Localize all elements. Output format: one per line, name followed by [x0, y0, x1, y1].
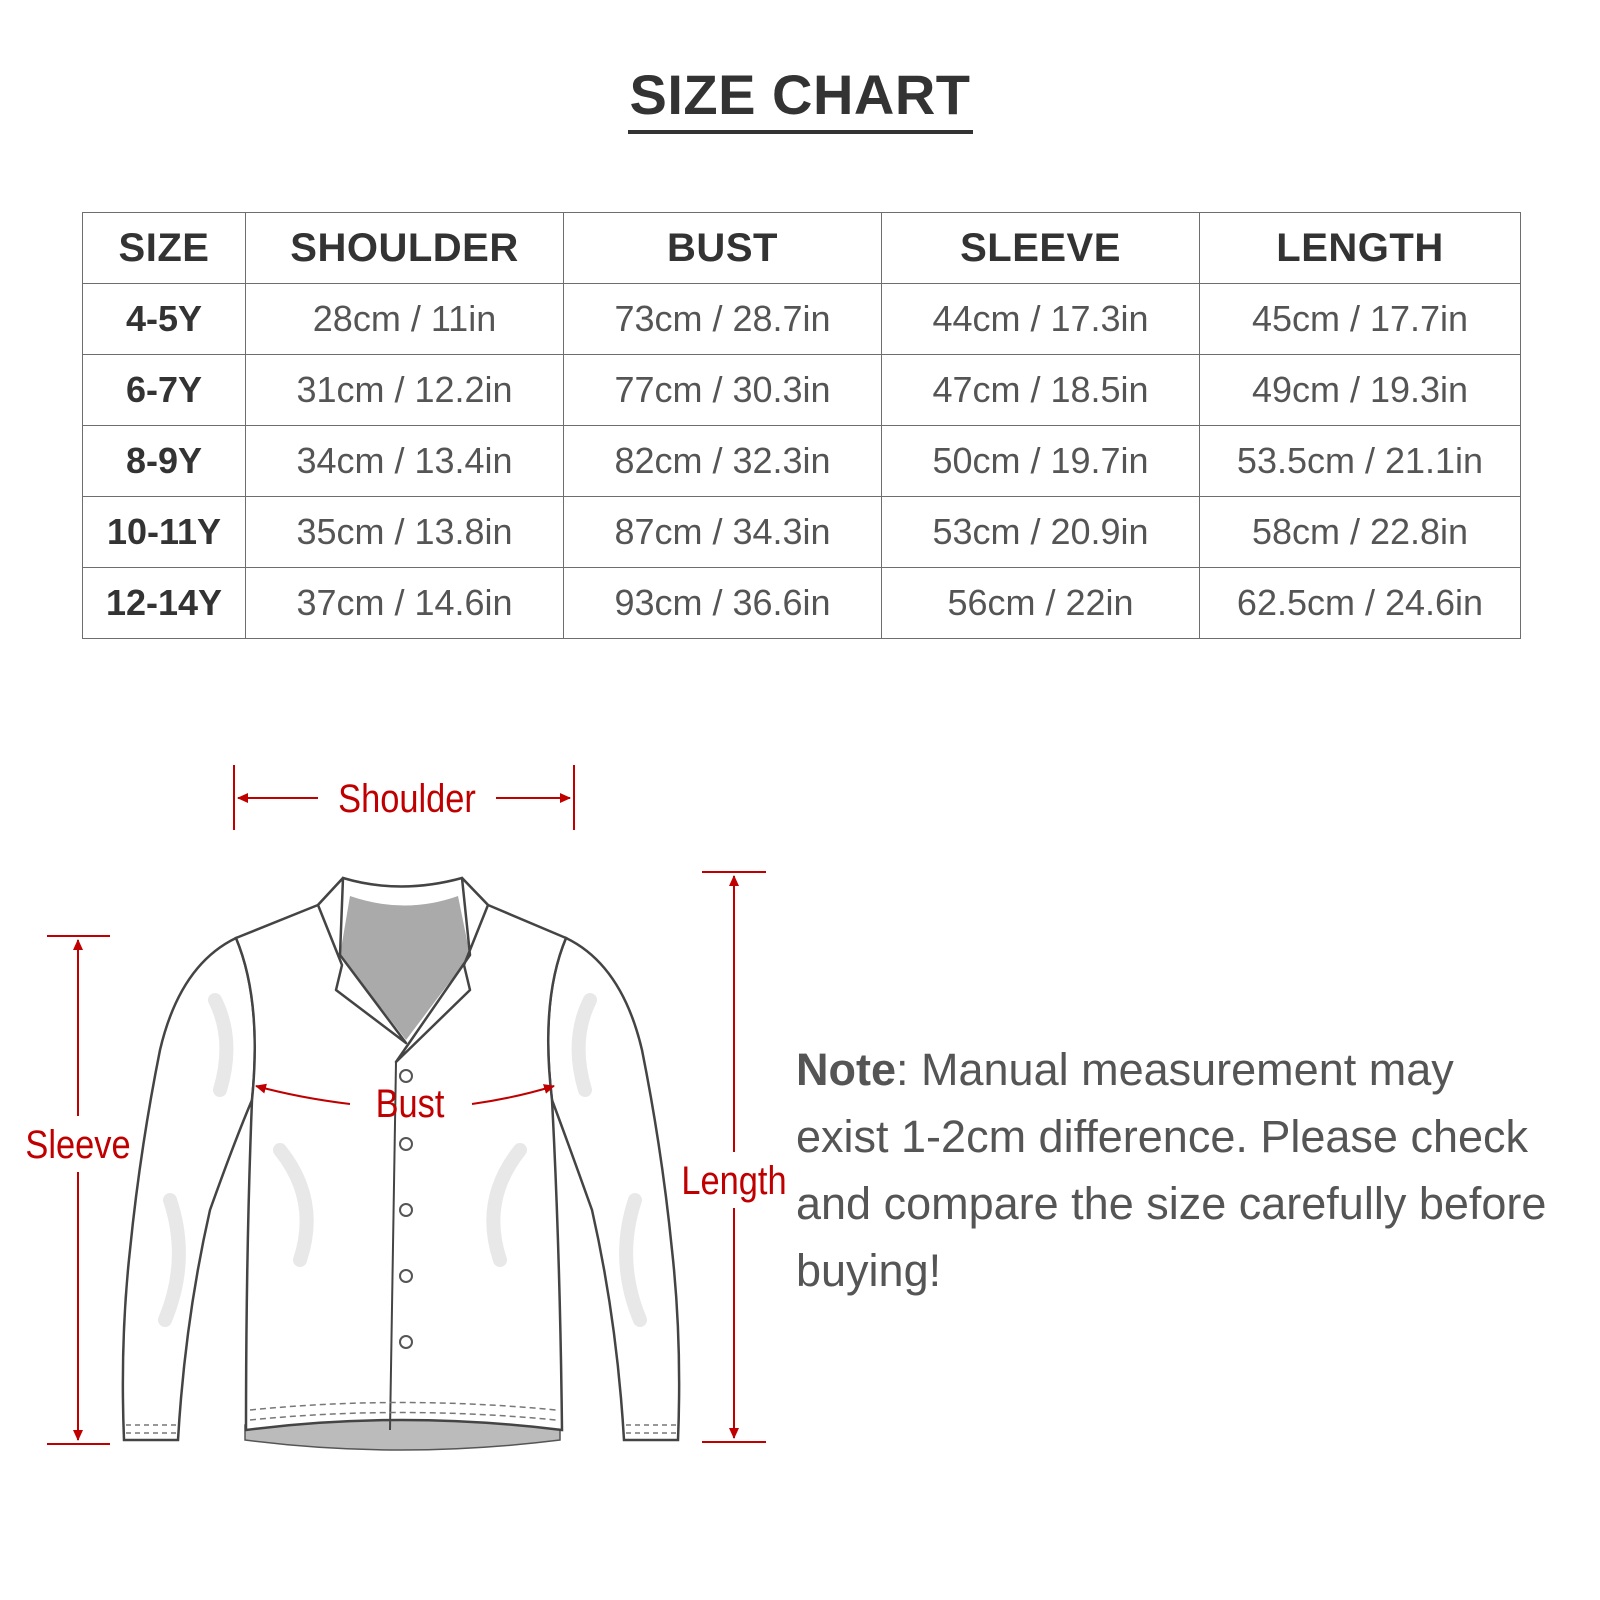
shirt-button: [400, 1204, 412, 1216]
shoulder-cell: 37cm / 14.6in: [246, 568, 564, 639]
length-cell: 45cm / 17.7in: [1200, 284, 1521, 355]
bust-cell: 73cm / 28.7in: [564, 284, 882, 355]
table-row: [83, 568, 1521, 639]
bust-cell: 93cm / 36.6in: [564, 568, 882, 639]
header-size: SIZE: [83, 213, 246, 284]
shirt-left-sleeve: [123, 938, 255, 1440]
shirt-right-sleeve: [548, 938, 679, 1440]
shoulder-dimension: [234, 765, 574, 830]
size-table: [82, 212, 1521, 639]
length-label: Length: [681, 1157, 787, 1203]
shoulder-cell: 35cm / 13.8in: [246, 497, 564, 568]
length-cell: 58cm / 22.8in: [1200, 497, 1521, 568]
table-row: [83, 355, 1521, 426]
header-length: LENGTH: [1200, 213, 1521, 284]
shirt-button: [400, 1138, 412, 1150]
sleeve-cell: 50cm / 19.7in: [882, 426, 1200, 497]
length-cell: 62.5cm / 24.6in: [1200, 568, 1521, 639]
size-cell: 8-9Y: [83, 426, 246, 497]
header-shoulder: SHOULDER: [246, 213, 564, 284]
length-dimension: [681, 872, 786, 1442]
table-header-row: [83, 213, 1521, 284]
shirt-icon: [123, 878, 679, 1450]
bust-label: Bust: [375, 1080, 445, 1126]
shirt-measurement-diagram: [0, 740, 820, 1480]
bust-cell: 87cm / 34.3in: [564, 497, 882, 568]
bust-cell: 82cm / 32.3in: [564, 426, 882, 497]
sleeve-label: Sleeve: [25, 1121, 131, 1167]
length-cell: 53.5cm / 21.1in: [1200, 426, 1521, 497]
table-row: [83, 426, 1521, 497]
shoulder-cell: 34cm / 13.4in: [246, 426, 564, 497]
measurement-note: [796, 1036, 1556, 1304]
length-cell: 49cm / 19.3in: [1200, 355, 1521, 426]
size-cell: 12-14Y: [83, 568, 246, 639]
bust-cell: 77cm / 30.3in: [564, 355, 882, 426]
shirt-button: [400, 1336, 412, 1348]
table-row: [83, 497, 1521, 568]
header-sleeve: SLEEVE: [882, 213, 1200, 284]
sleeve-dimension: [25, 936, 130, 1444]
note-label: Note: [796, 1044, 896, 1095]
shoulder-cell: 28cm / 11in: [246, 284, 564, 355]
shoulder-cell: 31cm / 12.2in: [246, 355, 564, 426]
sleeve-cell: 47cm / 18.5in: [882, 355, 1200, 426]
table-row: [83, 284, 1521, 355]
size-cell: 6-7Y: [83, 355, 246, 426]
header-bust: BUST: [564, 213, 882, 284]
size-cell: 4-5Y: [83, 284, 246, 355]
size-cell: 10-11Y: [83, 497, 246, 568]
size-chart-title: [0, 62, 1600, 134]
sleeve-cell: 56cm / 22in: [882, 568, 1200, 639]
size-chart-title-text: SIZE CHART: [628, 62, 973, 134]
note-text: : Manual measurement may exist 1-2cm difference. Please check and compare the size carefully before buying!: [796, 1044, 1547, 1296]
sleeve-cell: 53cm / 20.9in: [882, 497, 1200, 568]
shirt-button: [400, 1270, 412, 1282]
shoulder-label: Shoulder: [338, 775, 476, 821]
sleeve-cell: 44cm / 17.3in: [882, 284, 1200, 355]
